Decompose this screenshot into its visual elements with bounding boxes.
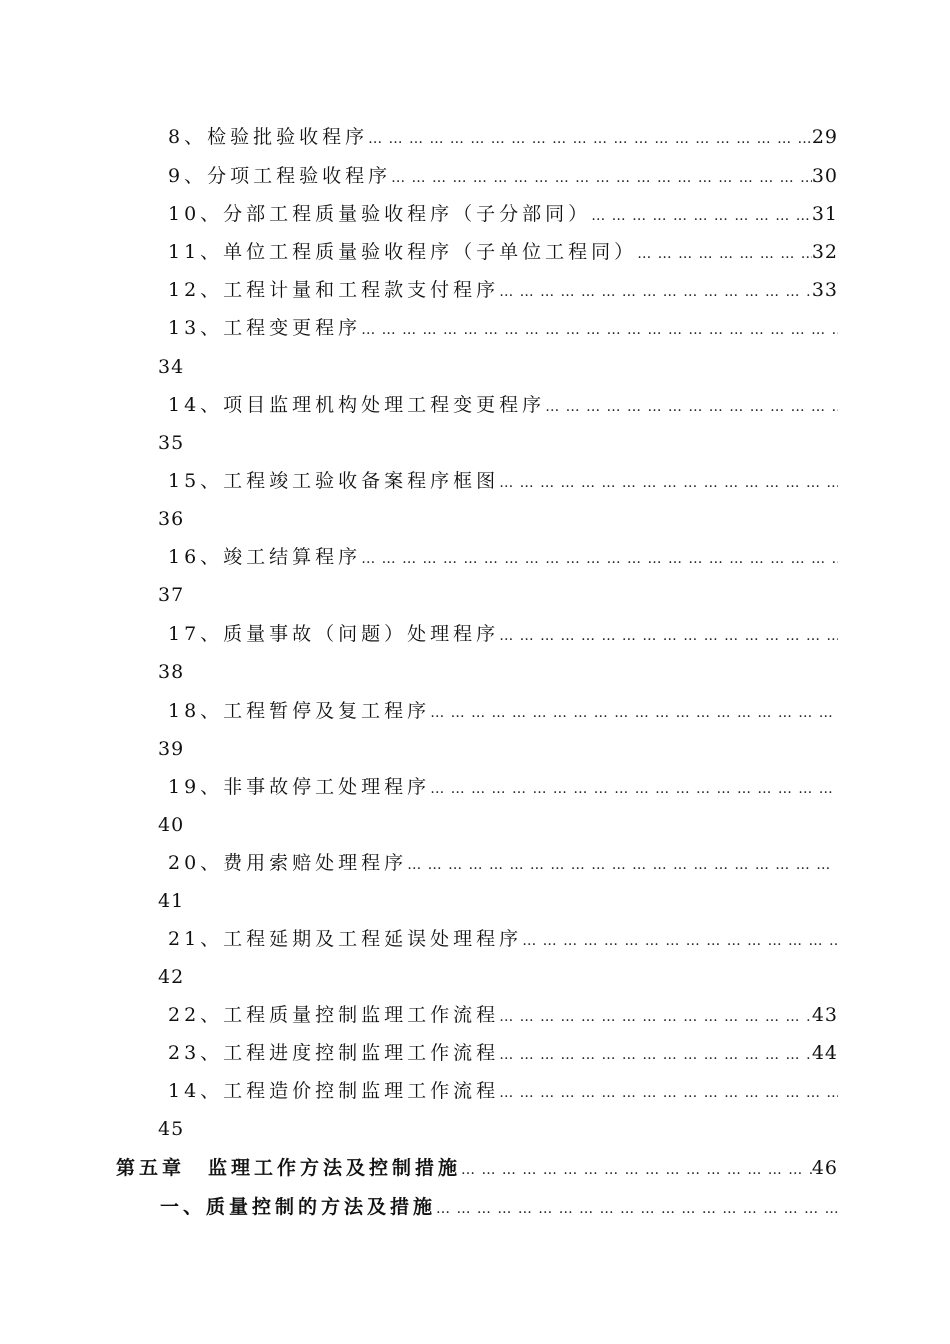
toc-entry[interactable] (168, 390, 838, 420)
toc-entry-page: 42 (158, 966, 185, 988)
toc-entry-page: 45 (158, 1118, 185, 1140)
toc-entry-title: 11、单位工程质量验收程序（子单位工程同） (168, 241, 638, 263)
toc-entry-title: 14、工程造价控制监理工作流程 (168, 1080, 500, 1102)
toc-chapter[interactable] (116, 1153, 838, 1183)
toc-entry-title: 9、分项工程验收程序 (168, 165, 392, 187)
toc-entry[interactable] (168, 161, 838, 191)
toc-entry[interactable] (168, 619, 838, 649)
toc-leader-dots (499, 277, 812, 307)
toc-entry-title: 20、费用索赔处理程序 (168, 852, 408, 874)
toc-leader-dots (430, 698, 838, 728)
toc-entry-page: 41 (158, 890, 185, 912)
toc-entry-title: 21、工程延期及工程延误处理程序 (168, 928, 523, 950)
toc-entry-title: 15、工程竣工验收备案程序框图 (168, 470, 500, 492)
toc-section[interactable] (160, 1192, 840, 1222)
toc-leader-dots (361, 544, 838, 574)
toc-entry-page: 35 (158, 432, 185, 454)
toc-entry-page: 43 (811, 1004, 838, 1026)
toc-leader-dots (499, 1002, 812, 1032)
toc-entry-title: 14、项目监理机构处理工程变更程序 (168, 394, 546, 416)
toc-entry[interactable] (168, 772, 838, 802)
toc-leader-dots (637, 239, 812, 269)
toc-entry[interactable] (168, 1000, 838, 1030)
toc-leader-dots (407, 850, 838, 880)
toc-entry[interactable] (168, 848, 838, 878)
toc-chapter-page: 46 (811, 1157, 838, 1179)
toc-leader-dots (499, 468, 838, 498)
toc-entry-title: 8、检验批验收程序 (168, 126, 369, 148)
toc-leader-dots (499, 621, 838, 651)
toc-entry-page: 40 (158, 814, 185, 836)
toc-entry-title: 10、分部工程质量验收程序（子分部同） (168, 203, 592, 225)
toc-entry-title: 12、工程计量和工程款支付程序 (168, 279, 500, 301)
toc-entry[interactable] (168, 122, 838, 152)
toc-entry[interactable] (168, 1076, 838, 1106)
toc-entry-page: 31 (811, 203, 838, 225)
toc-section-title: 一、质量控制的方法及措施 (160, 1196, 437, 1218)
toc-entry-title: 18、工程暂停及复工程序 (168, 700, 431, 722)
toc-leader-dots (499, 1040, 812, 1070)
toc-entry-title: 23、工程进度控制监理工作流程 (168, 1042, 500, 1064)
toc-leader-dots (545, 392, 838, 422)
toc-entry[interactable] (168, 237, 838, 267)
toc-entry-title: 13、工程变更程序 (168, 317, 362, 339)
toc-entry[interactable] (168, 924, 838, 954)
toc-leader-dots (591, 201, 812, 231)
toc-entry[interactable] (168, 199, 838, 229)
toc-leader-dots (436, 1194, 840, 1224)
toc-leader-dots (361, 315, 838, 345)
toc-entry-page: 38 (158, 661, 185, 683)
toc-entry[interactable] (168, 696, 838, 726)
toc-entry-page: 33 (811, 279, 838, 301)
toc-entry[interactable] (168, 313, 838, 343)
toc-entry-title: 17、质量事故（问题）处理程序 (168, 623, 500, 645)
toc-entry-page: 29 (811, 126, 838, 148)
toc-entry[interactable] (168, 1038, 838, 1068)
toc-entry[interactable] (168, 542, 838, 572)
toc-entry-page: 30 (811, 165, 838, 187)
toc-leader-dots (391, 163, 812, 193)
toc-entry-page: 39 (158, 738, 185, 760)
toc-entry-page: 37 (158, 584, 185, 606)
toc-entry-title: 16、竣工结算程序 (168, 546, 362, 568)
toc-leader-dots (430, 774, 838, 804)
toc-leader-dots (461, 1155, 812, 1185)
toc-entry-page: 44 (811, 1042, 838, 1064)
toc-entry-page: 34 (158, 356, 185, 378)
toc-leader-dots (368, 124, 812, 154)
toc-chapter-title: 第五章 监理工作方法及控制措施 (116, 1157, 462, 1179)
toc-entry-page: 32 (811, 241, 838, 263)
toc-entry-page: 36 (158, 508, 185, 530)
toc-leader-dots (499, 1078, 838, 1108)
toc-entry[interactable] (168, 466, 838, 496)
toc-leader-dots (522, 926, 838, 956)
toc-entry-title: 19、非事故停工处理程序 (168, 776, 431, 798)
toc-entry[interactable] (168, 275, 838, 305)
toc-entry-title: 22、工程质量控制监理工作流程 (168, 1004, 500, 1026)
